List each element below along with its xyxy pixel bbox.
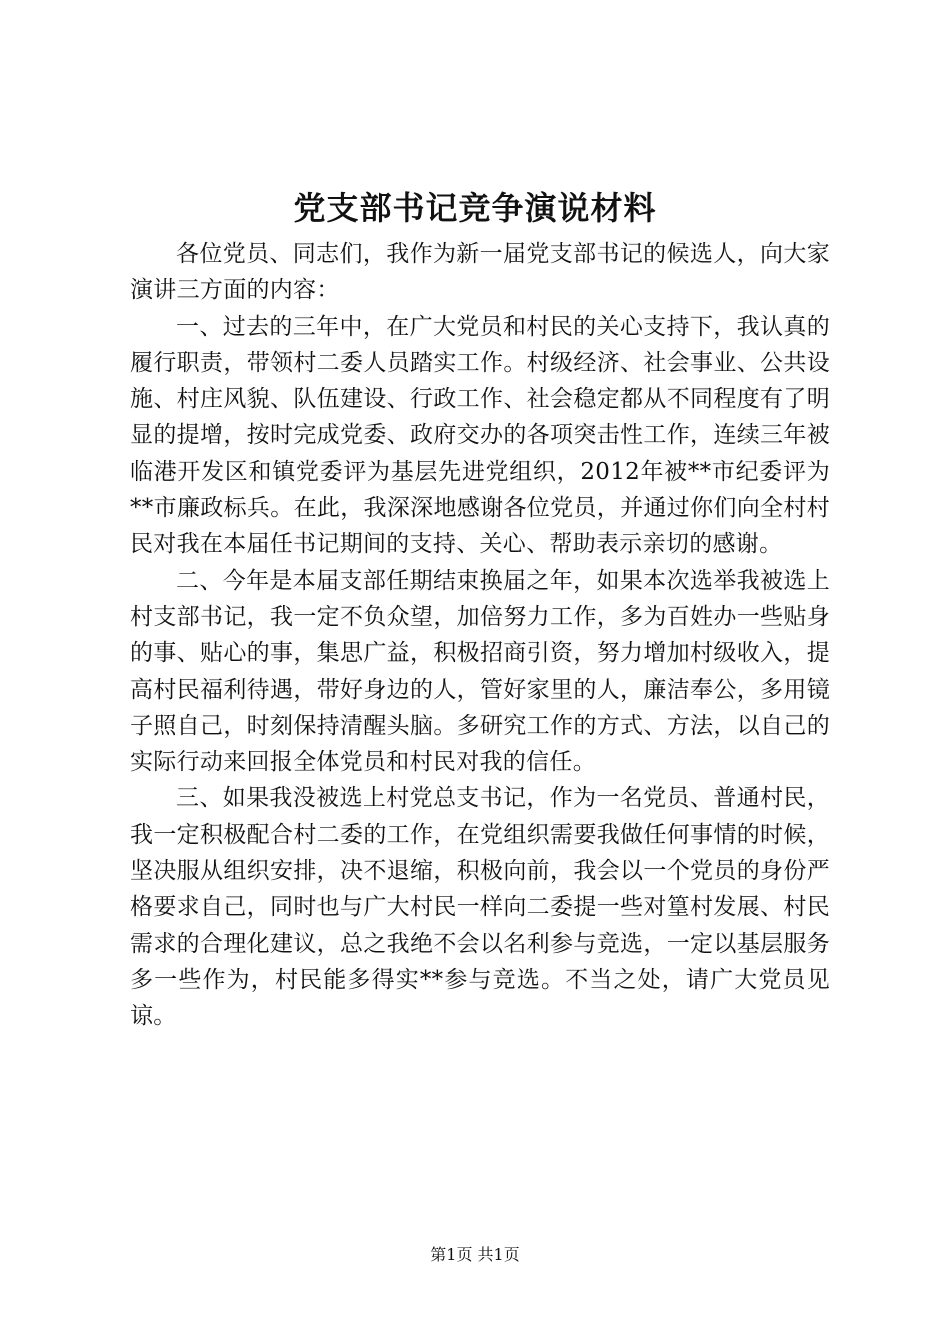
paragraph-greeting: 各位党员、同志们，我作为新一届党支部书记的候选人，向大家演讲三方面的内容： [130, 241, 830, 304]
paragraph-two: 二、今年是本届支部任期结束换届之年，如果本次选举我被选上村支部书记，我一定不负众望，加倍努力工作，多为百姓办一些贴身的事、贴心的事，集思广益，积极招商引资，努力增加村级收入，提高村民福利待遇，带好身边的人，管好家里的人，廉洁奉公，多用镜子照自己，时刻保持清醒头脑。多研究工作的方式、方法，以自己的实际行动来回报全体党员和村民对我的信任。 [130, 567, 830, 776]
page-number-footer: 第1页 共1页 [430, 1245, 520, 1264]
paragraph-one: 一、过去的三年中，在广大党员和村民的关心支持下，我认真的履行职责，带领村二委人员踏实工作。村级经济、社会事业、公共设施、村庄风貌、队伍建设、行政工作、社会稳定都从不同程度有了明显的提增，按时完成党委、政府交办的各项突击性工作，连续三年被临港开发区和镇党委评为基层先进党组织，2012年被**市纪委评为**市廉政标兵。在此，我深深地感谢各位党员，并通过你们向全村村民对我在本届任书记期间的支持、关心、帮助表示亲切的感谢。 [130, 313, 830, 558]
document-body [130, 236, 830, 1035]
paragraph-three: 三、如果我没被选上村党总支书记，作为一名党员、普通村民，我一定积极配合村二委的工作，在党组织需要我做任何事情的时候，坚决服从组织安排，决不退缩，积极向前，我会以一个党员的身份严格要求自己，同时也与广大村民一样向二委提一些对篁村发展、村民需求的合理化建议，总之我绝不会以名利参与竞选，一定以基层服务多一些作为，村民能多得实**参与竞选。不当之处，请广大党员见谅。 [130, 785, 830, 1030]
document-title: 党支部书记竞争演说材料 [293, 189, 657, 227]
